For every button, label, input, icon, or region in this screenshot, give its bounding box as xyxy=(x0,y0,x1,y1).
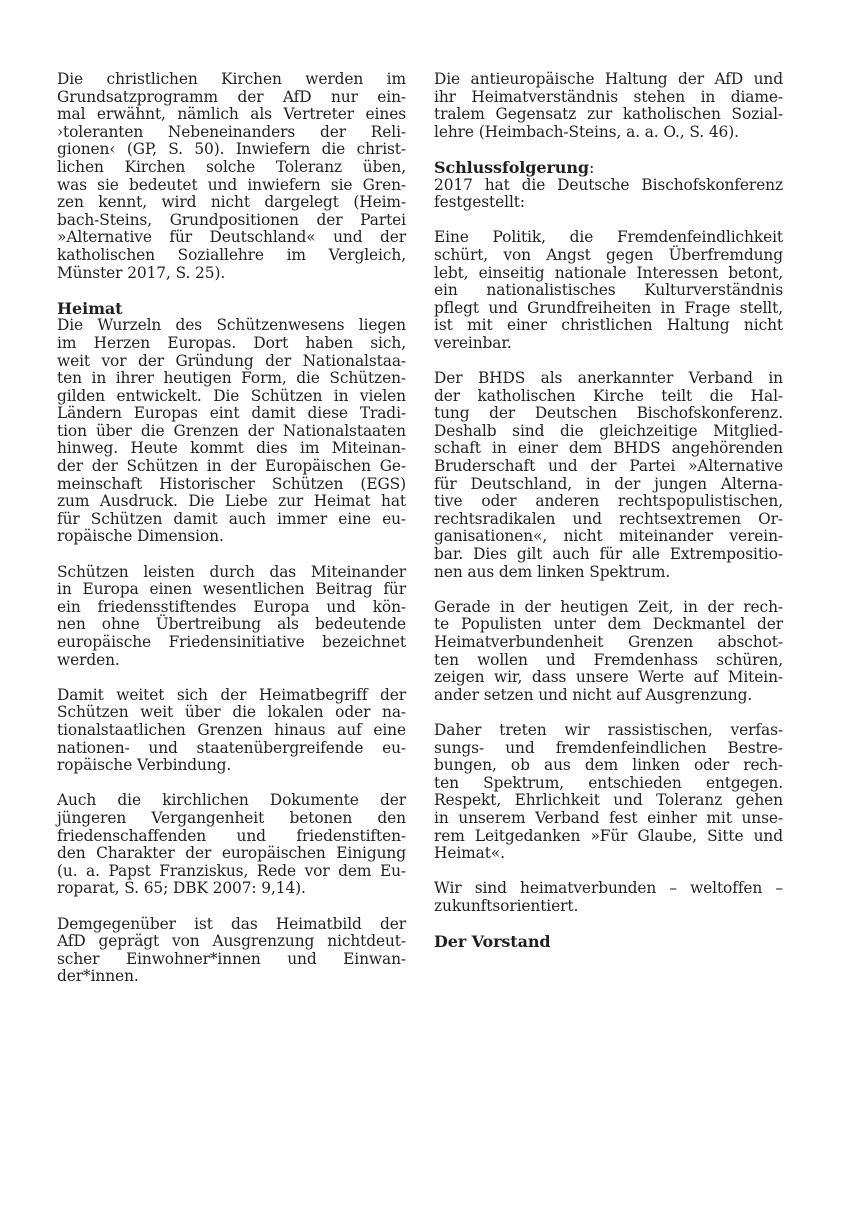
text-line xyxy=(57,810,406,828)
line-text: ten in ihrer heutigen Form, die Schützen- xyxy=(57,369,406,388)
line-text: roparat, S. 65; DBK 2007: 9,14). xyxy=(57,879,306,898)
text-line xyxy=(57,177,406,195)
text-line xyxy=(57,106,406,124)
section-heading xyxy=(434,159,783,177)
text-line xyxy=(57,916,406,934)
line-text: Deshalb sind die gleichzeitige Mitglied- xyxy=(434,421,783,440)
heading-suffix: : xyxy=(588,157,595,177)
text-line xyxy=(57,792,406,810)
line-text: ist mit einer christlichen Haltung nicht xyxy=(434,316,783,335)
line-text: Der BHDS als anerkannter Verband in xyxy=(434,369,783,388)
line-text: rechtsradikalen und rechtsextremen Or- xyxy=(434,509,783,528)
text-line xyxy=(57,564,406,582)
line-text: ropäische Dimension. xyxy=(57,527,224,546)
paragraph xyxy=(434,177,783,212)
line-text: Die antieuropäische Haltung der AfD und xyxy=(434,70,783,88)
line-text: den Charakter der europäischen Einigung xyxy=(57,844,406,863)
line-text: Bruderschaft und der Partei »Alternative xyxy=(434,457,783,476)
line-text: te Populisten unter dem Deckmantel der xyxy=(434,615,783,634)
line-text: friedenschaffenden und friedenstiften- xyxy=(57,826,406,845)
line-text: mal erwähnt, nämlich als Vertreter eines xyxy=(57,105,406,124)
line-text: Respekt, Ehrlichkeit und Toleranz gehen xyxy=(434,791,783,810)
text-line xyxy=(434,546,783,564)
paragraph xyxy=(57,71,406,282)
heading-text xyxy=(434,159,783,177)
text-line xyxy=(57,265,406,283)
text-line xyxy=(434,740,783,758)
text-line xyxy=(57,476,406,494)
line-text: nen aus dem linken Spektrum. xyxy=(434,562,671,581)
line-text: gionen‹ (GP, S. 50). Inwiefern die christ- xyxy=(57,140,406,159)
line-text: ropäische Verbindung. xyxy=(57,756,232,775)
text-line xyxy=(434,652,783,670)
section-heading xyxy=(434,933,783,951)
text-line xyxy=(57,247,406,265)
text-line xyxy=(434,335,783,353)
line-text: schürt, von Angst gegen Überfremdung xyxy=(434,245,783,264)
text-line xyxy=(57,370,406,388)
text-line xyxy=(434,317,783,335)
paragraph xyxy=(434,880,783,915)
text-line xyxy=(434,880,783,898)
line-text: Gerade in der heutigen Zeit, in der rech- xyxy=(434,597,783,616)
line-text: sungs- und fremdenfeindlichen Bestre- xyxy=(434,738,783,757)
line-text: vereinbar. xyxy=(434,333,512,352)
line-text: weit vor der Gründung der Nationalstaa- xyxy=(57,351,406,370)
text-line xyxy=(434,265,783,283)
text-line xyxy=(57,740,406,758)
text-line xyxy=(57,757,406,775)
paragraph xyxy=(57,564,406,670)
line-text: AfD geprägt von Ausgrenzung nichtdeut- xyxy=(57,932,406,951)
line-text: tionalstaatlichen Grenzen hinaus auf eine xyxy=(57,720,406,739)
text-line xyxy=(434,599,783,617)
text-line xyxy=(434,634,783,652)
text-line xyxy=(434,564,783,582)
paragraph xyxy=(434,722,783,863)
line-text: ein nationalistisches Kulturverständnis xyxy=(434,281,783,300)
line-text: werden. xyxy=(57,650,120,669)
text-line xyxy=(57,423,406,441)
line-text: hinweg. Heute kommt dies im Miteinan- xyxy=(57,439,406,458)
text-line xyxy=(434,528,783,546)
text-line xyxy=(434,511,783,529)
text-line xyxy=(57,335,406,353)
line-text: zukunftsorientiert. xyxy=(434,896,579,915)
line-text: 2017 hat die Deutsche Bischofskonferenz xyxy=(434,175,783,194)
line-text: Eine Politik, die Fremdenfeindlichkeit xyxy=(434,228,783,247)
paragraph xyxy=(434,71,783,141)
text-line xyxy=(57,616,406,634)
left-column xyxy=(57,71,406,1003)
text-line xyxy=(434,423,783,441)
text-line xyxy=(57,141,406,159)
line-text: für Deutschland, in der jungen Alterna- xyxy=(434,474,783,493)
line-text: Demgegenüber ist das Heimatbild der xyxy=(57,914,406,933)
heading-text xyxy=(434,933,783,951)
paragraph xyxy=(434,370,783,581)
line-text: Der Vorstand xyxy=(434,932,551,952)
text-line xyxy=(57,933,406,951)
text-line xyxy=(57,493,406,511)
line-text: nen ohne Übertreibung als bedeutende xyxy=(57,615,406,634)
line-text: europäische Friedensinitiative bezeichnet xyxy=(57,633,406,651)
text-line xyxy=(434,229,783,247)
paragraph xyxy=(434,229,783,352)
text-line xyxy=(434,722,783,740)
text-line xyxy=(57,388,406,406)
text-line xyxy=(434,194,783,212)
line-text: tive oder anderen rechtspopulistischen, xyxy=(434,492,783,511)
text-line xyxy=(434,616,783,634)
line-text: Heimat xyxy=(57,298,123,318)
line-text: Die Wurzeln des Schützenwesens liegen xyxy=(57,316,406,335)
text-line xyxy=(434,370,783,388)
heading-text xyxy=(57,300,406,318)
text-line xyxy=(434,124,783,142)
text-line xyxy=(57,722,406,740)
text-line xyxy=(57,405,406,423)
text-line xyxy=(434,440,783,458)
text-line xyxy=(57,212,406,230)
line-text: zeigen wir, dass unsere Werte auf Mitein- xyxy=(434,668,783,687)
paragraph xyxy=(57,687,406,775)
text-line xyxy=(57,229,406,247)
text-line xyxy=(57,880,406,898)
line-text: meinschaft Historischer Schützen (EGS) xyxy=(57,474,406,493)
paragraph xyxy=(57,916,406,986)
line-text: Grundsatzprogramm der AfD nur ein- xyxy=(57,87,406,106)
paragraph xyxy=(57,317,406,546)
line-text: tion über die Grenzen der Nationalstaaten xyxy=(57,421,406,440)
line-text: zen kennt, wird nicht dargelegt (Heim- xyxy=(57,193,406,212)
line-text: ›toleranten Nebeneinanders der Reli- xyxy=(57,122,406,141)
right-column xyxy=(434,71,783,968)
line-text: katholischen Soziallehre im Vergleich, xyxy=(57,245,406,264)
line-text: Daher treten wir rassistischen, verfas- xyxy=(434,720,783,739)
line-text: lichen Kirchen solche Toleranz üben, xyxy=(57,157,406,176)
line-text: Ländern Europas eint damit diese Tradi- xyxy=(57,404,406,423)
text-line xyxy=(57,194,406,212)
line-text: ander setzen und nicht auf Ausgrenzung. xyxy=(434,685,753,704)
text-line xyxy=(57,71,406,89)
text-line xyxy=(434,388,783,406)
line-text: festgestellt: xyxy=(434,193,525,212)
line-text: Münster 2017, S. 25). xyxy=(57,263,226,282)
text-line xyxy=(434,458,783,476)
text-line xyxy=(434,669,783,687)
text-line xyxy=(434,845,783,863)
paragraph xyxy=(434,599,783,705)
line-text: ten Spektrum, entschieden entgegen. xyxy=(434,773,783,792)
text-line xyxy=(434,89,783,107)
line-text: ten wollen und Fremdenhass schüren, xyxy=(434,650,783,669)
text-line xyxy=(434,810,783,828)
text-line xyxy=(434,405,783,423)
text-line xyxy=(57,528,406,546)
text-line xyxy=(57,124,406,142)
text-line xyxy=(57,828,406,846)
line-text: Schützen weit über die lokalen oder na- xyxy=(57,703,406,722)
text-line xyxy=(434,300,783,318)
text-line xyxy=(434,177,783,195)
text-line xyxy=(57,704,406,722)
text-line xyxy=(57,89,406,107)
text-line xyxy=(57,968,406,986)
line-text: in unserem Verband fest einher mit unse- xyxy=(434,808,783,827)
line-text: der der Schützen in der Europäischen Ge- xyxy=(57,457,406,476)
line-text: tralem Gegensatz zur katholischen Sozial- xyxy=(434,105,783,124)
text-line xyxy=(434,282,783,300)
line-text: Heimat«. xyxy=(434,844,505,863)
line-text: im Herzen Europas. Dort haben sich, xyxy=(57,333,406,352)
line-text: Auch die kirchlichen Dokumente der xyxy=(57,791,406,810)
text-line xyxy=(57,159,406,177)
line-text: nationen- und staatenübergreifende eu- xyxy=(57,738,406,757)
text-line xyxy=(57,652,406,670)
line-text: zum Ausdruck. Die Liebe zur Heimat hat xyxy=(57,492,406,511)
text-line xyxy=(434,106,783,124)
line-text: ein friedensstiftendes Europa und kön- xyxy=(57,597,406,616)
line-text: bungen, ob aus dem linken oder rech- xyxy=(434,756,783,775)
text-line xyxy=(434,476,783,494)
line-text: rem Leitgedanken »Für Glaube, Sitte und xyxy=(434,826,783,845)
line-text: was sie bedeutet und inwiefern sie Gren- xyxy=(57,175,406,194)
text-line xyxy=(57,511,406,529)
line-text: Schlussfolgerung xyxy=(434,157,589,177)
line-text: lebt, einseitig nationale Interessen betont, xyxy=(434,263,783,282)
line-text: Damit weitet sich der Heimatbegriff der xyxy=(57,685,406,704)
line-text: Heimatverbundenheit Grenzen abschot- xyxy=(434,633,783,651)
text-line xyxy=(434,828,783,846)
text-line xyxy=(434,493,783,511)
text-line xyxy=(57,863,406,881)
text-line xyxy=(57,353,406,371)
line-text: bach-Steins, Grundpositionen der Partei xyxy=(57,210,406,229)
text-line xyxy=(434,792,783,810)
line-text: für Schützen damit auch immer eine eu- xyxy=(57,509,406,528)
text-line xyxy=(57,317,406,335)
text-line xyxy=(434,71,783,89)
line-text: in Europa einen wesentlichen Beitrag für xyxy=(57,580,406,599)
line-text: jüngeren Vergangenheit betonen den xyxy=(57,808,406,827)
line-text: lehre (Heimbach-Steins, a. a. O., S. 46). xyxy=(434,122,739,141)
text-line xyxy=(434,687,783,705)
line-text: ganisationen«, nicht miteinander verein- xyxy=(434,527,783,546)
line-text: gilden entwickelt. Die Schützen in vielen xyxy=(57,386,406,405)
section-heading xyxy=(57,300,406,318)
text-line xyxy=(57,440,406,458)
text-line xyxy=(434,898,783,916)
line-text: Wir sind heimatverbunden – weltoffen – xyxy=(434,879,783,898)
line-text: (u. a. Papst Franziskus, Rede vor dem Eu- xyxy=(57,861,406,880)
line-text: »Alternative für Deutschland« und der xyxy=(57,228,406,247)
text-line xyxy=(57,845,406,863)
text-line xyxy=(434,775,783,793)
line-text: tung der Deutschen Bischofskonferenz. xyxy=(434,404,783,423)
paragraph xyxy=(57,792,406,898)
line-text: schaft in einer dem BHDS angehörenden xyxy=(434,439,783,458)
text-line xyxy=(57,599,406,617)
text-line xyxy=(57,581,406,599)
text-line xyxy=(434,247,783,265)
line-text: Schützen leisten durch das Miteinander xyxy=(57,562,406,581)
text-line xyxy=(57,687,406,705)
line-text: pflegt und Grundfreiheiten in Frage stellt, xyxy=(434,298,783,317)
line-text: der*innen. xyxy=(57,967,139,986)
line-text: ihr Heimatverständnis stehen in diame- xyxy=(434,87,783,106)
line-text: Die christlichen Kirchen werden im xyxy=(57,70,406,88)
line-text: der katholischen Kirche teilt die Hal- xyxy=(434,386,783,405)
text-line xyxy=(57,634,406,652)
line-text: scher Einwohner*innen und Einwan- xyxy=(57,949,406,968)
text-line xyxy=(434,757,783,775)
text-line xyxy=(57,951,406,969)
text-line xyxy=(57,458,406,476)
line-text: bar. Dies gilt auch für alle Extrempositio- xyxy=(434,545,783,564)
